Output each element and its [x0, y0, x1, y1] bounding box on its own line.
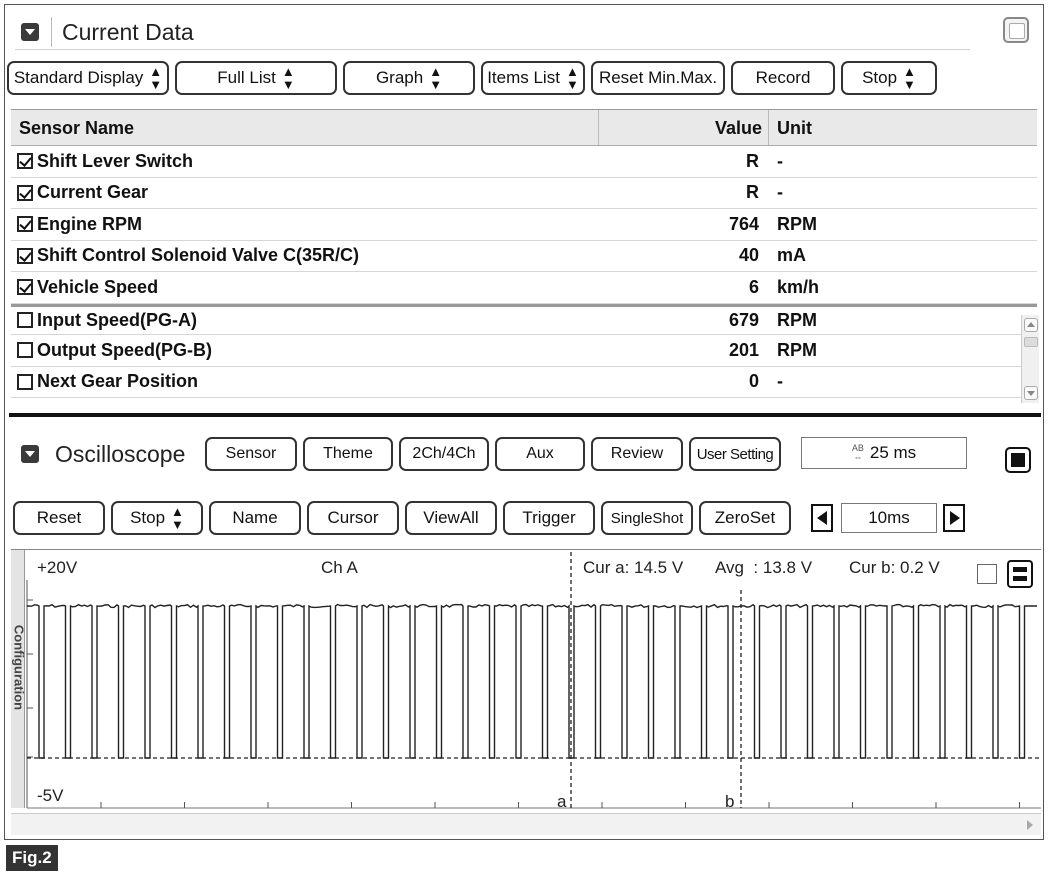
oscilloscope-control-toolbar: [13, 501, 969, 535]
window-toggle-button[interactable]: [1003, 17, 1029, 43]
time-div-increase-icon[interactable]: [943, 504, 965, 532]
sensor-name-cell: [11, 214, 599, 235]
sensor-unit: mA: [777, 245, 807, 266]
cursor-a-readout: Cur a: 14.5 V: [583, 558, 684, 577]
sensor-unit: RPM: [777, 213, 817, 234]
table-row[interactable]: [11, 335, 1037, 367]
sensor-value: 679: [728, 309, 759, 330]
row-checkbox[interactable]: [17, 374, 33, 390]
record-button[interactable]: Record: [731, 61, 835, 95]
reset-button[interactable]: Reset: [13, 501, 105, 535]
row-checkbox[interactable]: [17, 248, 33, 264]
scroll-down-icon[interactable]: [1024, 386, 1038, 400]
waveform-plot: [11, 550, 1041, 812]
sensor-value: R: [746, 150, 759, 171]
sensor-button[interactable]: Sensor: [205, 437, 297, 471]
table-body: [11, 146, 1037, 398]
collapse-current-data-icon[interactable]: [21, 23, 39, 41]
sensor-name-cell: [11, 371, 599, 392]
row-checkbox[interactable]: [17, 216, 33, 232]
table-row[interactable]: [11, 178, 1037, 210]
cursor-b-label: b: [725, 792, 735, 811]
average-readout: Avg : 13.8 V: [715, 558, 813, 577]
user-setting-button[interactable]: User Setting: [689, 437, 781, 471]
sensor-name: Input Speed(PG-A): [37, 309, 197, 330]
sensor-name: Engine RPM: [37, 213, 143, 234]
sensor-name-cell: [11, 245, 599, 266]
sensor-value: 0: [748, 371, 759, 392]
scroll-thumb[interactable]: [1024, 337, 1038, 347]
sensor-table: [11, 109, 1037, 409]
zero-set-button[interactable]: ZeroSet: [699, 501, 791, 535]
single-shot-button[interactable]: SingleShot: [601, 501, 693, 535]
sensor-name-cell: [11, 310, 599, 331]
spinner-icon: ▲ ▼: [903, 64, 916, 92]
sensor-value: 6: [748, 276, 759, 297]
full-list-select[interactable]: Full List ▲ ▼: [175, 61, 337, 95]
top-voltage-label: +20V: [37, 558, 78, 577]
aux-button[interactable]: Aux: [495, 437, 585, 471]
sensor-value: 764: [728, 213, 759, 234]
theme-button[interactable]: Theme: [303, 437, 393, 471]
table-row[interactable]: [11, 209, 1037, 241]
name-button[interactable]: Name: [209, 501, 301, 535]
column-header-unit[interactable]: Unit: [777, 118, 812, 138]
sample-time-field[interactable]: [801, 437, 967, 469]
spinner-icon: ▲ ▼: [281, 64, 295, 92]
header-divider: [15, 49, 970, 50]
row-checkbox[interactable]: [17, 153, 33, 169]
stop-square-button[interactable]: [1005, 447, 1031, 473]
app-window: [4, 4, 1044, 840]
spinner-icon: ▲ ▼: [171, 504, 184, 532]
view-all-button[interactable]: ViewAll: [405, 501, 497, 535]
sensor-name-cell: [11, 340, 599, 361]
channel-mode-button[interactable]: 2Ch/4Ch: [399, 437, 489, 471]
panel-divider[interactable]: [9, 413, 1041, 417]
sensor-name: Vehicle Speed: [37, 276, 159, 297]
standard-display-select[interactable]: Standard Display ▲ ▼: [7, 61, 169, 95]
table-row[interactable]: [11, 146, 1037, 178]
spinner-icon: ▲ ▼: [429, 64, 443, 92]
table-scrollbar[interactable]: [1021, 315, 1039, 403]
column-header-sensor-name[interactable]: Sensor Name: [11, 110, 599, 145]
sensor-unit: -: [777, 371, 783, 392]
graph-select[interactable]: Graph ▲ ▼: [343, 61, 475, 95]
items-list-select[interactable]: Items List ▲ ▼: [481, 61, 585, 95]
sensor-name: Shift Lever Switch: [37, 150, 194, 171]
sensor-unit: -: [777, 150, 783, 171]
current-data-header: [21, 17, 194, 47]
sensor-value: 201: [728, 339, 759, 360]
sensor-unit: -: [777, 182, 783, 203]
table-row[interactable]: [11, 272, 1037, 304]
current-data-toolbar: [7, 61, 943, 95]
cursor-a-label: a: [557, 792, 567, 811]
sensor-value: R: [746, 182, 759, 203]
oscilloscope-display[interactable]: [11, 549, 1041, 811]
table-header: [11, 110, 1037, 146]
horizontal-scrollbar[interactable]: [11, 813, 1041, 835]
trigger-button[interactable]: Trigger: [503, 501, 595, 535]
current-data-title: Current Data: [51, 17, 194, 47]
time-div-decrease-icon[interactable]: [811, 504, 833, 532]
column-header-value[interactable]: Value: [599, 110, 769, 145]
cursor-button[interactable]: Cursor: [307, 501, 399, 535]
sensor-name: Shift Control Solenoid Valve C(35R/C): [37, 245, 360, 266]
sensor-name-cell: [11, 182, 599, 203]
collapse-oscilloscope-icon[interactable]: [21, 445, 39, 463]
sensor-name-cell: [11, 277, 599, 298]
stop-select[interactable]: Stop ▲ ▼: [841, 61, 937, 95]
sensor-value: 40: [738, 245, 759, 266]
time-div-value[interactable]: 10ms: [841, 503, 937, 533]
configuration-tab[interactable]: Configuration: [11, 550, 25, 808]
review-button[interactable]: Review: [591, 437, 683, 471]
sample-time-value: 25 ms: [869, 443, 917, 462]
sensor-unit: km/h: [777, 276, 820, 297]
spinner-icon: ▲ ▼: [565, 64, 579, 92]
table-row[interactable]: [11, 367, 1037, 399]
figure-label: Fig.2: [6, 845, 58, 871]
scope-stop-select[interactable]: Stop ▲ ▼: [111, 501, 203, 535]
table-row[interactable]: [11, 304, 1037, 336]
row-checkbox[interactable]: [17, 279, 33, 295]
sample-rate-icon: AB ⇔: [851, 443, 864, 462]
bottom-voltage-label: -5V: [37, 786, 64, 805]
row-checkbox[interactable]: [17, 185, 33, 201]
sensor-name: Current Gear: [37, 182, 149, 203]
sensor-unit: RPM: [777, 309, 817, 330]
table-row[interactable]: [11, 241, 1037, 273]
sensor-unit: RPM: [777, 339, 817, 360]
sensor-name: Output Speed(PG-B): [37, 339, 212, 360]
row-checkbox[interactable]: [17, 342, 33, 358]
channel-label: Ch A: [321, 558, 358, 577]
row-checkbox[interactable]: [17, 312, 33, 328]
sensor-name: Next Gear Position: [37, 371, 199, 392]
sensor-name-cell: [11, 151, 599, 172]
channel-a-waveform: [27, 605, 1037, 759]
oscilloscope-header: [21, 439, 185, 469]
spinner-icon: ▲ ▼: [149, 64, 163, 92]
oscilloscope-title: Oscilloscope: [55, 441, 186, 467]
oscilloscope-toolbar: [205, 437, 967, 471]
cursor-b-readout: Cur b: 0.2 V: [849, 558, 940, 577]
scroll-up-icon[interactable]: [1024, 318, 1038, 332]
reset-min-max-button[interactable]: Reset Min.Max.: [591, 61, 725, 95]
